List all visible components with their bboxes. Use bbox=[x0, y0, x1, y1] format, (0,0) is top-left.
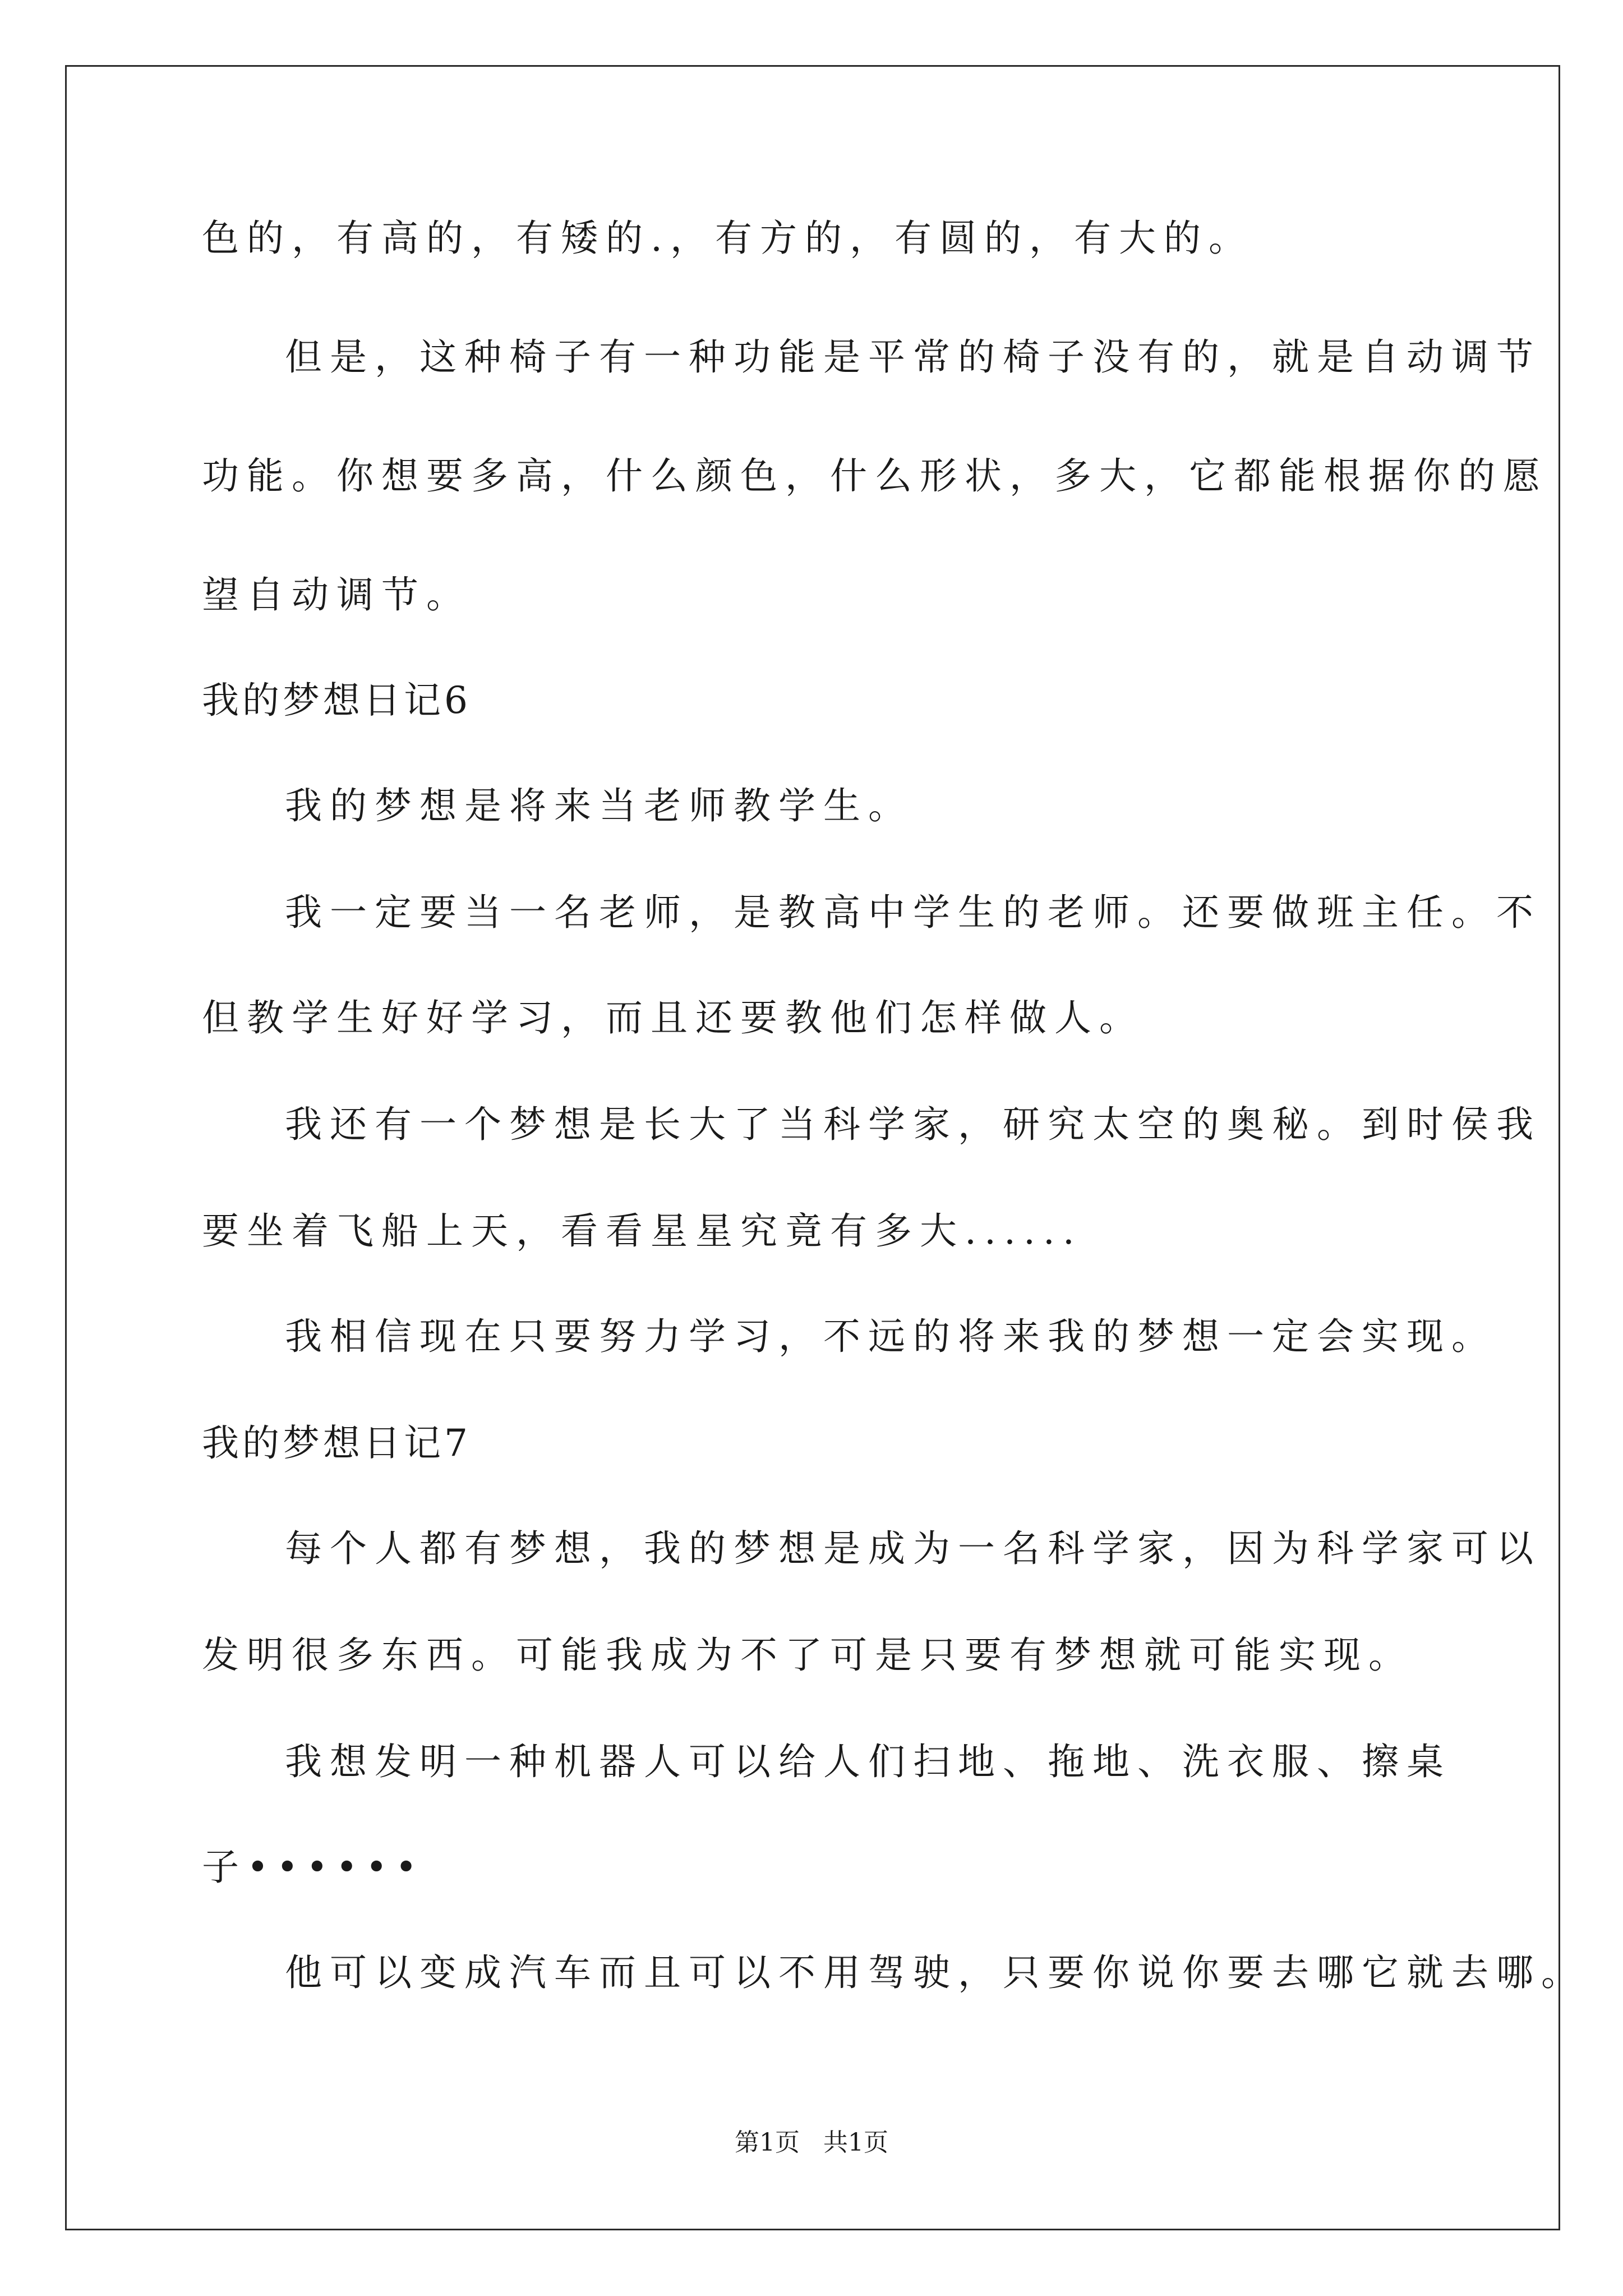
section-heading: 我的梦想日记6 bbox=[202, 679, 471, 722]
paragraph-line: 子•••••• bbox=[202, 1846, 425, 1889]
paragraph-line: 我还有一个梦想是长大了当科学家，研究太空的奥秘。到时侯我 bbox=[285, 1103, 1541, 1146]
paragraph-line: 但教学生好好学习，而且还要教他们怎样做人。 bbox=[202, 996, 1144, 1039]
section-heading: 我的梦想日记7 bbox=[202, 1421, 471, 1465]
paragraph-line: 我一定要当一名老师，是教高中学生的老师。还要做班主任。不 bbox=[285, 891, 1541, 934]
paragraph-line: 我想发明一种机器人可以给人们扫地、拖地、洗衣服、擦桌 bbox=[285, 1740, 1451, 1783]
paragraph-line: 我相信现在只要努力学习，不远的将来我的梦想一定会实现。 bbox=[285, 1315, 1496, 1358]
paragraph-line: 每个人都有梦想，我的梦想是成为一名科学家，因为科学家可以 bbox=[285, 1527, 1541, 1570]
paragraph-line: 要坐着飞船上天，看看星星究竟有多大...... bbox=[202, 1209, 1082, 1253]
paragraph-line: 他可以变成汽车而且可以不用驾驶，只要你说你要去哪它就去哪。 bbox=[285, 1951, 1586, 1994]
page-number-footer: 第1页 共1页 bbox=[735, 2128, 888, 2157]
paragraph-line: 色的，有高的，有矮的.，有方的，有圆的，有大的。 bbox=[202, 217, 1253, 260]
paragraph-line: 但是，这种椅子有一种功能是平常的椅子没有的，就是自动调节 bbox=[285, 335, 1541, 379]
paragraph-line: 发明很多东西。可能我成为不了可是只要有梦想就可能实现。 bbox=[202, 1634, 1413, 1677]
paragraph-line: 望自动调节。 bbox=[202, 573, 471, 616]
paragraph-line: 我的梦想是将来当老师教学生。 bbox=[285, 784, 913, 827]
paragraph-line: 功能。你想要多高，什么颜色，什么形状，多大，它都能根据你的愿 bbox=[202, 454, 1548, 498]
